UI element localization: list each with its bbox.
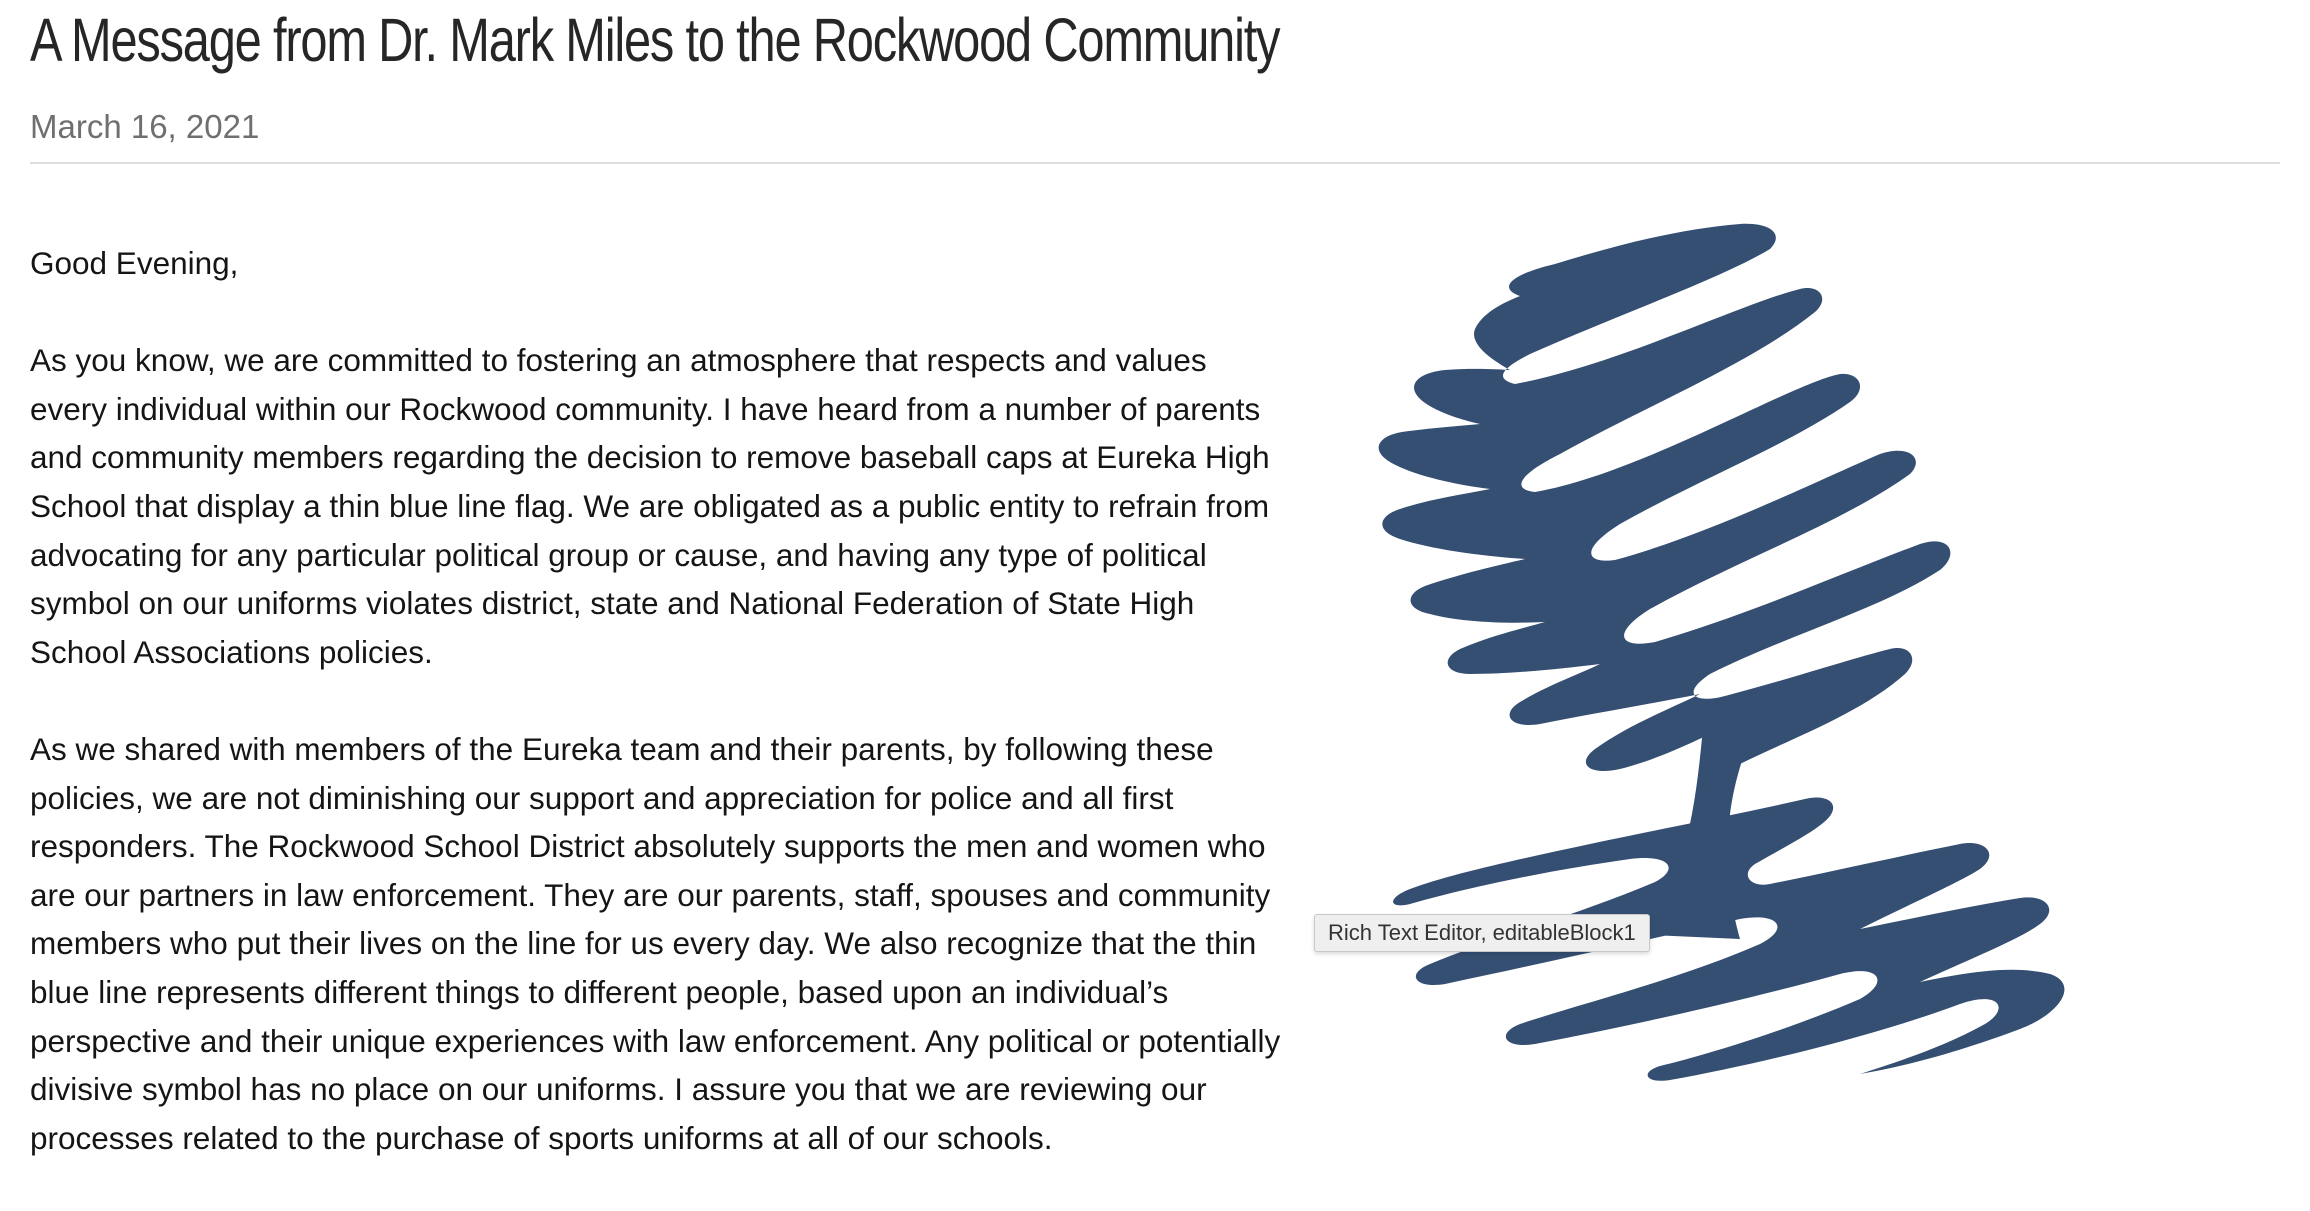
tree-icon [1320, 204, 2280, 1084]
editor-tooltip: Rich Text Editor, editableBlock1 [1314, 914, 1650, 952]
article [30, 0, 2280, 1211]
page-title: A Message from Dr. Mark Miles to the Rockwood Community [30, 6, 1280, 74]
editable-block[interactable] [30, 239, 2280, 1162]
article-date: March 16, 2021 [30, 108, 260, 145]
rockwood-logo [1320, 204, 2280, 1084]
body-paragraph-1: As you know, we are committed to fostering an atmosphere that respects and values every individual within our Rockwood community. I have heard from a number of parents and community members regarding the decision to remove baseball caps at Eureka High School that display a thin blue line flag. We are obligated as a public entity to refrain from advocating for any particular political group or cause, and having any type of political symbol on our uniforms violates district, state and National Federation of State High School Associations policies. [30, 342, 1270, 670]
divider [30, 162, 2280, 164]
body-paragraph-2: As we shared with members of the Eureka team and their parents, by following these policies, we are not diminishing our support and appreciation for police and all first responders. The Rockwood School District absolutely supports the men and women who are our partners in law enforcement. They are our parents, staff, spouses and community members who put their lives on the line for us every day. We also recognize that the thin blue line represents different things to different people, based upon an individual’s perspective and their unique experiences with law enforcement. Any political or potentially divisive symbol has no place on our uniforms. I assure you that we are reviewing our processes related to the purchase of sports uniforms at all of our schools. [30, 730, 1281, 1156]
greeting-paragraph: Good Evening, [30, 245, 239, 281]
